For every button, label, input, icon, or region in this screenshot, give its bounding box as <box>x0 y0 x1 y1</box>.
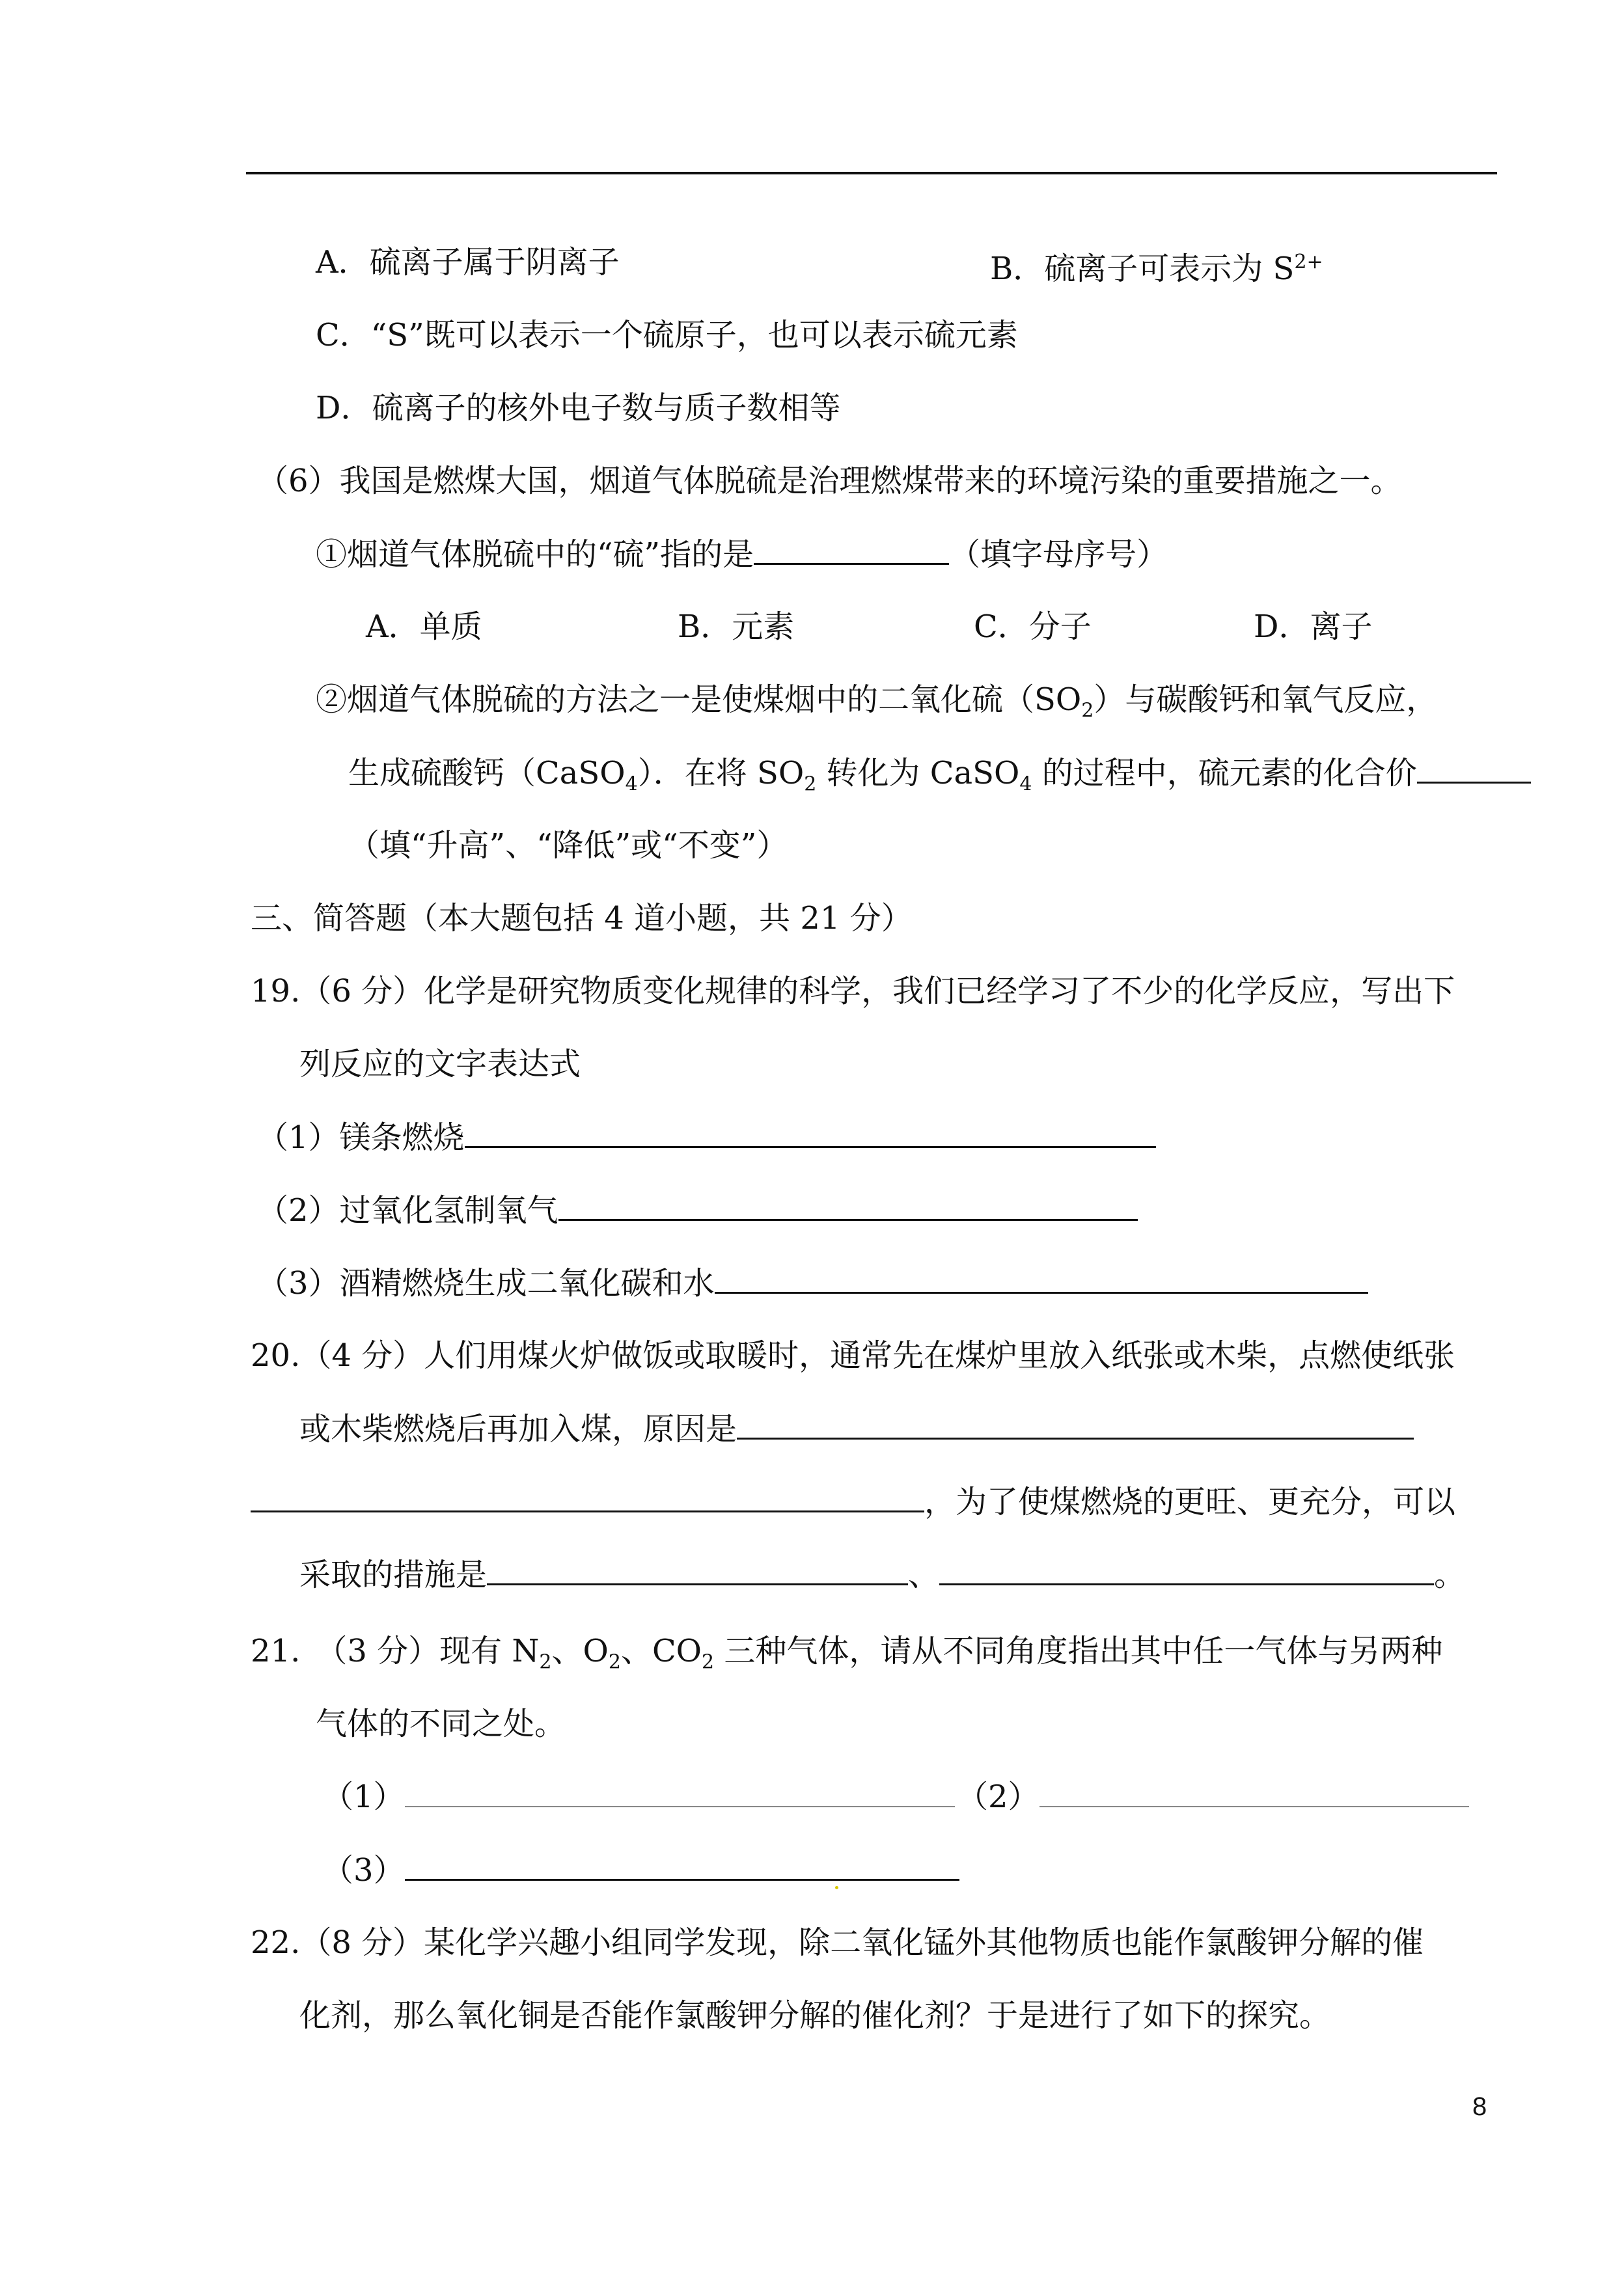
q6-option-a: A．单质 <box>366 608 482 645</box>
q19-item-3 <box>257 1263 1368 1303</box>
q20-measure-blank-1[interactable] <box>487 1555 908 1585</box>
q6-option-d: D．离子 <box>1254 608 1373 645</box>
q19-item-3-label: （3）酒精燃烧生成二氧化碳和水 <box>257 1265 715 1302</box>
q6-part2-text-a: ②烟道气体脱硫的方法之一是使煤烟中的二氧化硫（SO <box>316 681 1082 718</box>
q6-part2-l2-text-c: 转化为 CaSO <box>816 755 1020 791</box>
q21-text-c: 、CO <box>620 1633 702 1669</box>
q5-option-a: A．硫离子属于阴离子 <box>316 244 620 280</box>
q6-part1-blank[interactable] <box>754 534 949 565</box>
q6-part2-blank[interactable] <box>1417 753 1531 784</box>
q20-period: 。 <box>1434 1557 1466 1593</box>
q21-stem-line2: 气体的不同之处。 <box>316 1706 566 1742</box>
q6-part2-sub: 2 <box>1081 699 1094 722</box>
q21-text-d: 三种气体，请从不同角度指出其中任一气体与另两种 <box>714 1633 1443 1669</box>
q20-line4-text: 采取的措施是 <box>299 1557 488 1593</box>
q19-item-2 <box>257 1190 1138 1230</box>
q6-part1-text: ①烟道气体脱硫中的“硫”指的是 <box>316 536 754 573</box>
q20-measure-blank-2[interactable] <box>939 1555 1434 1585</box>
q21-item-2 <box>957 1777 1469 1816</box>
q20-stem-line3 <box>251 1482 1455 1522</box>
q20-line2-text: 或木柴燃烧后再加入煤，原因是 <box>299 1411 737 1447</box>
q21-item-2-label: （2） <box>957 1779 1039 1815</box>
section-3-heading: 三、简答题（本大题包括 4 道小题，共 21 分） <box>251 900 913 936</box>
q21-item-3-label: （3） <box>322 1852 405 1889</box>
q6-part2-l2-sub2: 2 <box>804 772 817 796</box>
q6-part2-l2-sub3: 4 <box>1019 772 1032 796</box>
q19-item-1 <box>257 1117 1156 1157</box>
q19-stem-line2: 列反应的文字表达式 <box>299 1046 581 1082</box>
q21-item-1-blank[interactable] <box>405 1777 955 1807</box>
q20-line3-text: ，为了使煤燃烧的更旺、更充分，可以 <box>924 1484 1456 1520</box>
q6-part2-l2-sub1: 4 <box>625 772 638 796</box>
q5-option-b <box>990 243 1323 288</box>
q21-item-3-blank[interactable] <box>405 1850 959 1881</box>
q19-stem-line1: 19.（6 分）化学是研究物质变化规律的科学，我们已经学习了不少的化学反应，写出下 <box>251 973 1455 1009</box>
q21-item-3 <box>322 1850 959 1890</box>
q19-item-1-blank[interactable] <box>465 1117 1156 1148</box>
q6-option-c: C．分子 <box>974 608 1092 645</box>
q6-part2-hint: （填“升高”、“降低”或“不变”） <box>348 827 788 864</box>
q21-sub-o: 2 <box>608 1650 621 1674</box>
q19-item-3-blank[interactable] <box>715 1263 1368 1294</box>
q6-part2-line1 <box>316 680 1437 731</box>
q6-part1-hint: （填字母序号） <box>949 536 1168 573</box>
q19-item-2-blank[interactable] <box>558 1190 1138 1221</box>
q21-item-1-label: （1） <box>322 1779 405 1815</box>
header-rule <box>246 172 1497 174</box>
q21-stem-line1 <box>251 1632 1442 1682</box>
q21-text-b: 、O <box>551 1633 609 1669</box>
q20-separator: 、 <box>908 1557 940 1593</box>
q6-part2-l2-text-d: 的过程中，硫元素的化合价 <box>1032 755 1417 791</box>
q22-stem-line2: 化剂，那么氧化铜是否能作氯酸钾分解的催化剂？于是进行了如下的探究。 <box>299 1997 1331 2034</box>
q20-reason-blank-a[interactable] <box>737 1409 1414 1440</box>
stray-dot <box>835 1886 838 1889</box>
q21-sub-co: 2 <box>702 1650 715 1674</box>
q22-stem-line1: 22.（8 分）某化学兴趣小组同学发现，除二氧化锰外其他物质也能作氯酸钾分解的催 <box>251 1924 1424 1961</box>
q20-reason-blank-b[interactable] <box>251 1482 924 1512</box>
q19-item-2-label: （2）过氧化氢制氧气 <box>257 1192 558 1229</box>
q21-item-2-blank[interactable] <box>1039 1777 1469 1807</box>
q6-option-b: B．元素 <box>678 608 795 645</box>
q6-part2-l2-text-b: ）．在将 SO <box>637 755 805 791</box>
q6-part1 <box>316 534 1168 574</box>
q21-text-a: 21. （3 分）现有 N <box>251 1633 540 1669</box>
q5-option-b-text: B．硫离子可表示为 S <box>990 251 1295 287</box>
q21-sub-n: 2 <box>539 1650 552 1674</box>
q6-part2-line2 <box>348 753 1531 804</box>
q21-item-1 <box>322 1777 955 1816</box>
q6-part2-l2-text-a: 生成硫酸钙（CaSO <box>348 755 626 791</box>
q20-stem-line1: 20.（4 分）人们用煤火炉做饭或取暖时，通常先在煤炉里放入纸张或木柴，点燃使纸张 <box>251 1337 1455 1374</box>
page-number: 8 <box>1472 2092 1487 2121</box>
q6-part2-text-b: ）与碳酸钙和氧气反应， <box>1094 681 1438 718</box>
q5-option-c: C．“S”既可以表示一个硫原子，也可以表示硫元素 <box>316 317 1018 353</box>
q5-option-d: D．硫离子的核外电子数与质子数相等 <box>316 390 841 426</box>
q5-option-b-charge: 2+ <box>1294 251 1323 273</box>
q20-stem-line2 <box>299 1409 1414 1449</box>
q6-stem: （6）我国是燃煤大国，烟道气体脱硫是治理燃煤带来的环境污染的重要措施之一。 <box>257 463 1402 499</box>
q20-stem-line4 <box>299 1555 1465 1594</box>
q19-item-1-label: （1）镁条燃烧 <box>257 1119 465 1156</box>
